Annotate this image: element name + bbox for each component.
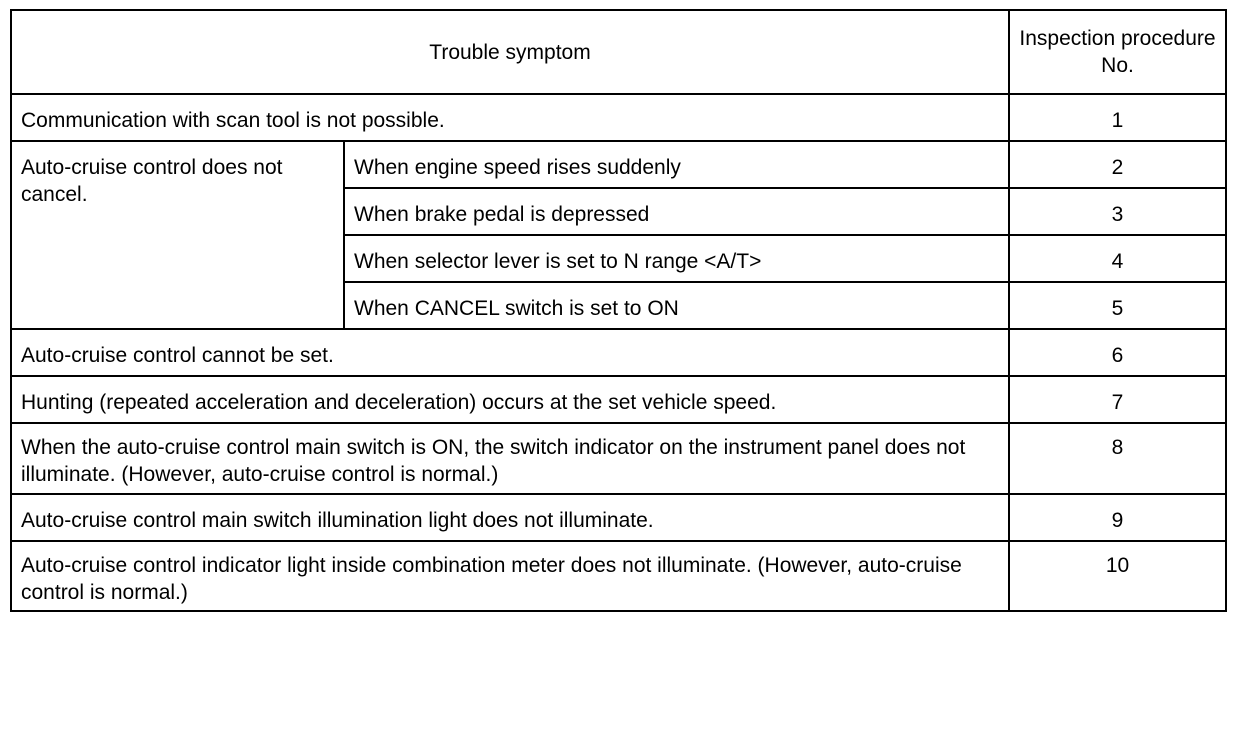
trouble-symptom-table xyxy=(10,9,1227,612)
table-row xyxy=(11,541,1226,611)
symptom-cell: Communication with scan tool is not possible. xyxy=(11,94,1009,141)
symptom-cell: Auto-cruise control cannot be set. xyxy=(11,329,1009,376)
symptom-cell: When the auto-cruise control main switch is ON, the switch indicator on the instrument panel does not illuminate. (However, auto-cruise control is normal.) xyxy=(11,423,1009,494)
symptom-cell: Auto-cruise control main switch illumination light does not illuminate. xyxy=(11,494,1009,541)
symptom-cell: Auto-cruise control indicator light inside combination meter does not illuminate. (However, auto-cruise control is normal.) xyxy=(11,541,1009,611)
procedure-number: 9 xyxy=(1009,494,1226,541)
table-row xyxy=(11,329,1226,376)
table-row xyxy=(11,376,1226,423)
procedure-number: 6 xyxy=(1009,329,1226,376)
procedure-number: 4 xyxy=(1009,235,1226,282)
procedure-number: 8 xyxy=(1009,423,1226,494)
table-row xyxy=(11,94,1226,141)
sub-symptom-cell: When brake pedal is depressed xyxy=(344,188,1009,235)
procedure-number: 1 xyxy=(1009,94,1226,141)
header-trouble-symptom: Trouble symptom xyxy=(11,10,1009,94)
sub-symptom-cell: When selector lever is set to N range <A/T> xyxy=(344,235,1009,282)
symptom-group-cell: Auto-cruise control does not cancel. xyxy=(11,141,344,329)
symptom-cell: Hunting (repeated acceleration and deceleration) occurs at the set vehicle speed. xyxy=(11,376,1009,423)
procedure-number: 3 xyxy=(1009,188,1226,235)
procedure-number: 10 xyxy=(1009,541,1226,611)
table-header-row xyxy=(11,10,1226,94)
sub-symptom-cell: When CANCEL switch is set to ON xyxy=(344,282,1009,329)
procedure-number: 7 xyxy=(1009,376,1226,423)
procedure-number: 5 xyxy=(1009,282,1226,329)
header-inspection-procedure: Inspection procedure No. xyxy=(1009,10,1226,94)
table-row xyxy=(11,423,1226,494)
sub-symptom-cell: When engine speed rises suddenly xyxy=(344,141,1009,188)
table-row xyxy=(11,494,1226,541)
table-row xyxy=(11,141,1226,188)
procedure-number: 2 xyxy=(1009,141,1226,188)
